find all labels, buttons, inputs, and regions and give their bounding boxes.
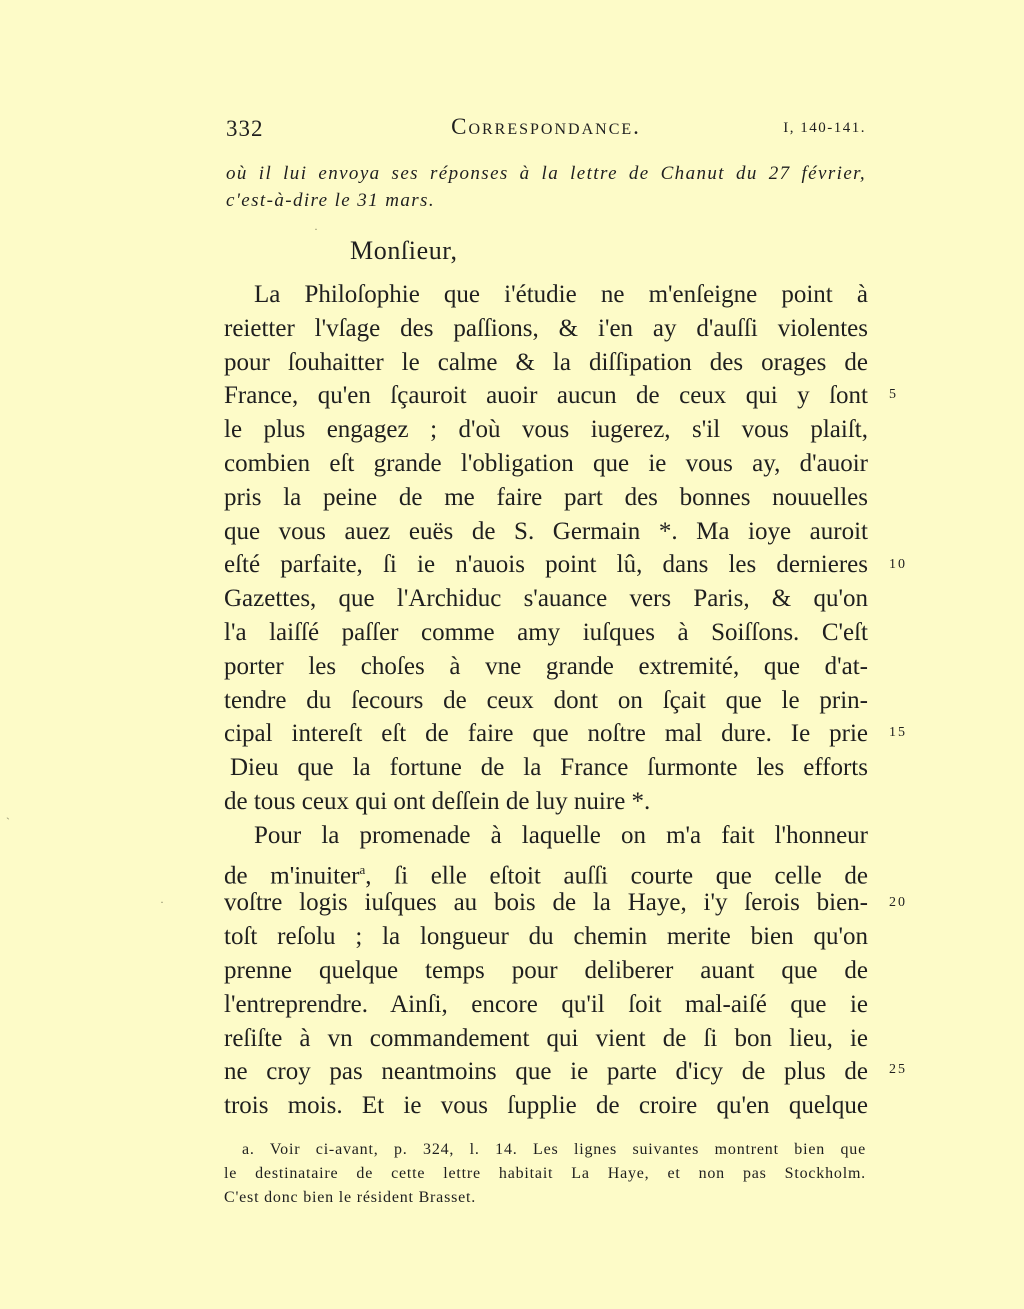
- text-line: ne croy pas neantmoins que ie parte d'icy de plus de: [224, 1058, 868, 1086]
- text-line: prenne quelque temps pour deliberer auant que de: [224, 956, 868, 984]
- text-line: l'entreprendre. Ainſi, encore qu'il ſoit mal-aiſé que ie: [224, 990, 868, 1018]
- footnote-line: a. Voir ci-avant, p. 324, l. 14. Les lignes suivantes montrent bien que: [242, 1141, 866, 1158]
- text-line: eſté parfaite, ſi ie n'auois point lû, dans les dernieres: [224, 551, 868, 579]
- text-line: Pour la promenade à laquelle on m'a fait l'honneur: [254, 821, 868, 849]
- text-line: reietter l'vſage des paſſions, & i'en ay d'auſſi violentes: [224, 314, 868, 342]
- text-line-with-footnote: [224, 853, 868, 887]
- footnote-marker: a: [359, 861, 366, 877]
- text-line: La Philoſophie que i'étudie ne m'enſeigne point à: [254, 281, 868, 308]
- text-line: toſt reſolu ; la longueur du chemin merite bien qu'on: [224, 923, 868, 951]
- line-number: 25: [889, 1062, 907, 1077]
- margin-speck: ·: [160, 895, 164, 909]
- text-line: de tous ceux qui ont deſſein de luy nuire *.: [224, 787, 651, 815]
- text-line: reſiſte à vn commandement qui vient de ſi bon lieu, ie: [224, 1024, 868, 1052]
- text-line: l'a laiſſé paſſer comme amy iuſques à Soiſſons. C'eſt: [224, 618, 868, 646]
- text-line: tendre du ſecours de ceux dont on ſçait que le prin-: [224, 686, 868, 714]
- letter-body: [224, 278, 868, 1123]
- margin-speck: ·: [314, 222, 318, 236]
- footnote: [224, 1138, 866, 1210]
- text-segment: de m'inuiter: [224, 861, 360, 889]
- intro-note: [226, 160, 866, 214]
- line-number: 5: [889, 387, 898, 402]
- margin-speck: ˏ: [6, 806, 10, 820]
- intro-line: c'est-à-dire le 31 mars.: [226, 190, 435, 211]
- text-line: que vous auez euës de S. Germain *. Ma ioye auroit: [224, 517, 868, 545]
- text-line: Gazettes, que l'Archiduc s'auance vers Paris, & qu'on: [224, 585, 868, 613]
- section-title: Correspondance.: [451, 114, 641, 139]
- text-line: le plus engagez ; d'où vous iugerez, s'il vous plaiſt,: [224, 416, 868, 444]
- line-number: 15: [889, 725, 907, 740]
- page-number: 332: [226, 116, 264, 141]
- text-line: porter les choſes à vne grande extremité, que d'at-: [224, 652, 868, 680]
- text-line: Dieu que la fortune de la France ſurmonte les efforts: [230, 754, 868, 782]
- text-line: pour ſouhaitter le calme & la diſſipation des orages de: [224, 348, 868, 376]
- text-line: trois mois. Et ie vous ſupplie de croire qu'en quelque: [224, 1092, 868, 1120]
- text-segment: , ſi elle eſtoit auſſi courte que celle de: [365, 861, 869, 889]
- footnote-line: C'est donc bien le résident Brasset.: [224, 1189, 477, 1206]
- text-line: combien eſt grande l'obligation que ie vous ay, d'auoir: [224, 449, 868, 477]
- volume-reference: I, 140-141.: [783, 120, 866, 136]
- line-number: 10: [889, 557, 907, 572]
- text-line: pris la peine de me faire part des bonnes nouuelles: [224, 483, 868, 511]
- running-head: [226, 116, 866, 146]
- footnote-line: le destinataire de cette lettre habitait La Haye, et non pas Stockholm.: [224, 1165, 866, 1182]
- text-line: voſtre logis iuſques au bois de la Haye, i'y ſerois bien-: [224, 889, 868, 917]
- text-line: France, qu'en ſçauroit auoir aucun de ceux qui y ſont: [224, 382, 868, 410]
- intro-line: où il lui envoya ses réponses à la lettre de Chanut du 27 février,: [226, 163, 866, 184]
- salutation: Monſieur,: [350, 236, 458, 265]
- text-line: cipal intereſt eſt de faire que noſtre mal dure. Ie prie: [224, 720, 868, 748]
- line-number: 20: [889, 895, 907, 910]
